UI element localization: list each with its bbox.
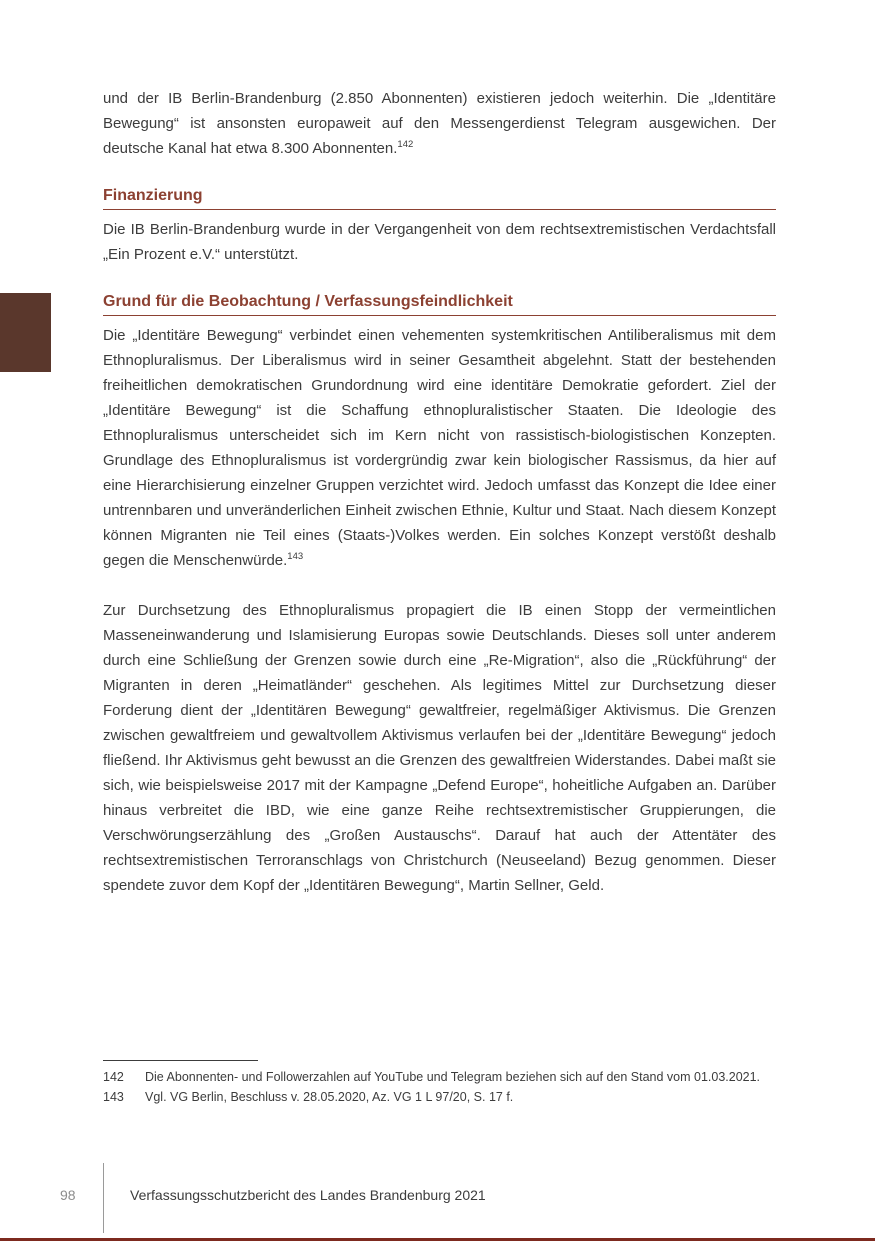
footnote-143-text: Vgl. VG Berlin, Beschluss v. 28.05.2020, Az. VG 1 L 97/20, S. 17 f. [145, 1089, 514, 1104]
page-content [103, 86, 776, 923]
footnote-ref-143: 143 [287, 551, 304, 562]
paragraph-grund-2 [103, 598, 776, 898]
paragraph-grund-1-text: Die „Identitäre Bewegung“ verbindet einen vehementen systemkritischen Antiliberalismus mit dem Ethnopluralismus. Der Liberalismus wird in seiner Gesamtheit abgelehnt. Statt der bestehenden freiheitlichen demokratischen Grundordnung wird eine identitäre Demokratie gefordert. Ziel der „Identitäre Bewegung“ ist die Schaffung ethnopluralistischer Staaten. Die Ideologie des Ethnopluralismus unterscheidet sich im Kern nicht von rassistisch-biologistischen Konzepten. Grundlage des Ethnopluralismus ist vordergründig zwar kein biologischer Rassismus, da hier auf eine Hierarchisierung einzelner Gruppen verzichtet wird. Jedoch umfasst das Konzept die Idee einer untrennbaren und unveränderlichen Einheit zwischen Ethnie, Kultur und Staat. Nach diesem Konzept können Migranten nie Teil eines (Staats-)Volkes werden. Ein solches Konzept verstößt deshalb gegen die Menschenwürde. [103, 327, 776, 569]
footnote-142-text: Die Abonnenten- und Followerzahlen auf YouTube und Telegram beziehen sich auf den Stand vom 01.03.2021. [145, 1070, 761, 1084]
paragraph-intro-text: und der IB Berlin-Brandenburg (2.850 Abonnenten) existieren jedoch weiterhin. Die „Identitäre Bewegung“ ist ansonsten europaweit auf den Messengerdienst Telegram ausgewichen. Der deutsche Kanal hat etwa 8.300 Abonnenten. [103, 90, 776, 157]
paragraph-intro [103, 86, 776, 161]
paragraph-finanzierung-text: Die IB Berlin-Brandenburg wurde in der Vergangenheit von dem rechtsextremistischen Verdachtsfall „Ein Prozent e.V.“ unterstützt. [103, 221, 776, 263]
section-heading-grund: Grund für die Beobachtung / Verfassungsfeindlichkeit [103, 293, 776, 316]
footer-report-title: Verfassungsschutzbericht des Landes Brandenburg 2021 [130, 1187, 486, 1203]
section-heading-finanzierung: Finanzierung [103, 187, 776, 210]
footnote-ref-142: 142 [397, 139, 414, 150]
footnote-143-number: 143 [103, 1089, 124, 1104]
page-number: 98 [60, 1187, 76, 1203]
footnotes-block [103, 1060, 776, 1108]
page-footer [0, 1163, 875, 1233]
paragraph-grund-1 [103, 323, 776, 573]
chapter-marker-tab [0, 293, 51, 372]
footnote-separator-rule [103, 1060, 258, 1061]
footnote-142-number: 142 [103, 1070, 124, 1084]
paragraph-grund-2-text: Zur Durchsetzung des Ethnopluralismus propagiert die IB einen Stopp der vermeintlichen Masseneinwanderung und Islamisierung Europas sowie Deutschlands. Dieses soll unter anderem durch eine Schließung der Grenzen sowie durch eine „Re-Migration“, also die „Rückführung“ der Migranten in deren „Heimatländer“ geschehen. Als legitimes Mittel zur Durchsetzung dieser Forderung dient der „Identitären Bewegung“ gewaltfreier, regelmäßiger Aktivismus. Die Grenzen zwischen gewaltfreiem und gewaltvollem Aktivismus verlaufen bei der „Identitäre Bewegung“ jedoch fließend. Ihr Aktivismus geht bewusst an die Grenzen des gewaltfreien Widerstandes. Dabei maßt sie sich, wie beispielsweise 2017 mit der Kampagne „Defend Europe“, hoheitliche Aufgaben an. Darüber hinaus verbreitet die IBD, wie eine ganze Reihe rechtsextremistischer Gruppierungen, die Verschwörungserzählung des „Großen Austauschs“. Darauf hat auch der Attentäter des rechtsextremistischen Terroranschlags von Christchurch (Neuseeland) Bezug genommen. Dieser spendete zuvor dem Kopf der „Identitären Bewegung“, Martin Sellner, Geld. [103, 602, 776, 894]
footer-divider-line [103, 1163, 104, 1233]
footnote-142 [103, 1069, 776, 1086]
footnote-143 [103, 1089, 776, 1106]
paragraph-finanzierung [103, 217, 776, 267]
